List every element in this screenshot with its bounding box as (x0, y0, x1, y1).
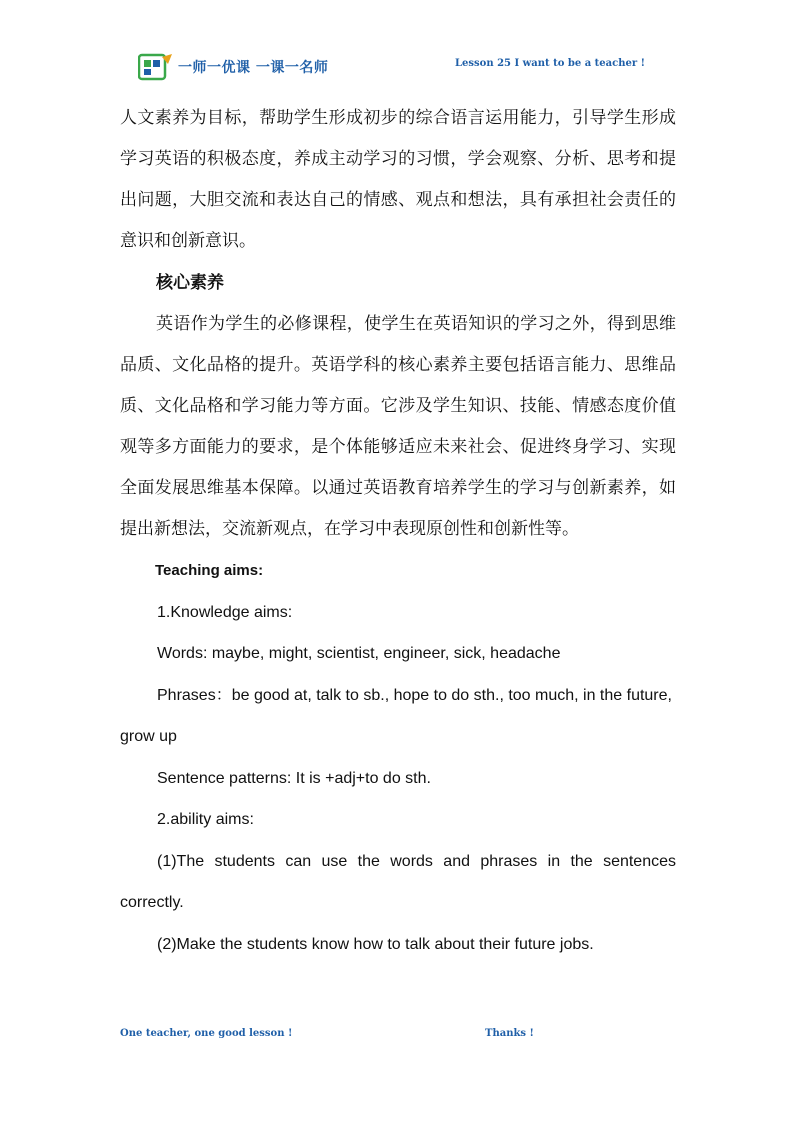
logo (138, 52, 328, 82)
phrases-line: Phrases：be good at, talk to sb., hope to do sth., too much, in the future, grow up (120, 686, 672, 745)
page-header (0, 0, 794, 100)
document-body (120, 98, 676, 965)
sentence-patterns-line: Sentence patterns: It is +adj+to do sth. (157, 769, 431, 787)
paragraph-literacy-goal: 人文素养为目标，帮助学生形成初步的综合语言运用能力，引导学生形成学习英语的积极态度，养成主动学习的习惯，学会观察、分析、思考和提出问题，大胆交流和表达自己的情感、观点和想法，具有承担社会责任的意识和创新意识。 (120, 108, 676, 251)
heading-teaching-aims: Teaching aims: (155, 562, 264, 579)
ability-aims-label: 2.ability aims: (157, 811, 254, 828)
footer-slogan: One teacher, one good lesson ! (120, 1028, 293, 1039)
knowledge-aims-label: 1.Knowledge aims: (157, 603, 293, 621)
paragraph-core-literacy: 英语作为学生的必修课程，使学生在英语知识的学习之外，得到思维品质、文化品格的提升。英语学科的核心素养主要包括语言能力、思维品质、文化品格和学习能力等方面。它涉及学生知识、技能、情感态度价值观等多方面能力的要求，是个体能够适应未来社会、促进终身学习、实现全面发展思维基本保障。以通过英语教育培养学生的学习与创新素养，如提出新想法，交流新观点，在学习中表现原创性和创新性等。 (120, 314, 676, 539)
ability-aim-1: (1)The students can use the words and phrases in the sentences correctly. (120, 852, 676, 911)
logo-text: 一师一优课 一课一名师 (178, 60, 329, 76)
footer-thanks: Thanks ! (485, 1028, 534, 1039)
words-line: Words: maybe, might, scientist, engineer, sick, headache (157, 645, 561, 662)
ability-aim-2: (2)Make the students know how to talk about their future jobs. (157, 935, 594, 953)
logo-icon (138, 52, 174, 82)
heading-core-literacy: 核心素养 (156, 273, 224, 293)
lesson-title: Lesson 25 I want to be a teacher ! (455, 58, 645, 69)
